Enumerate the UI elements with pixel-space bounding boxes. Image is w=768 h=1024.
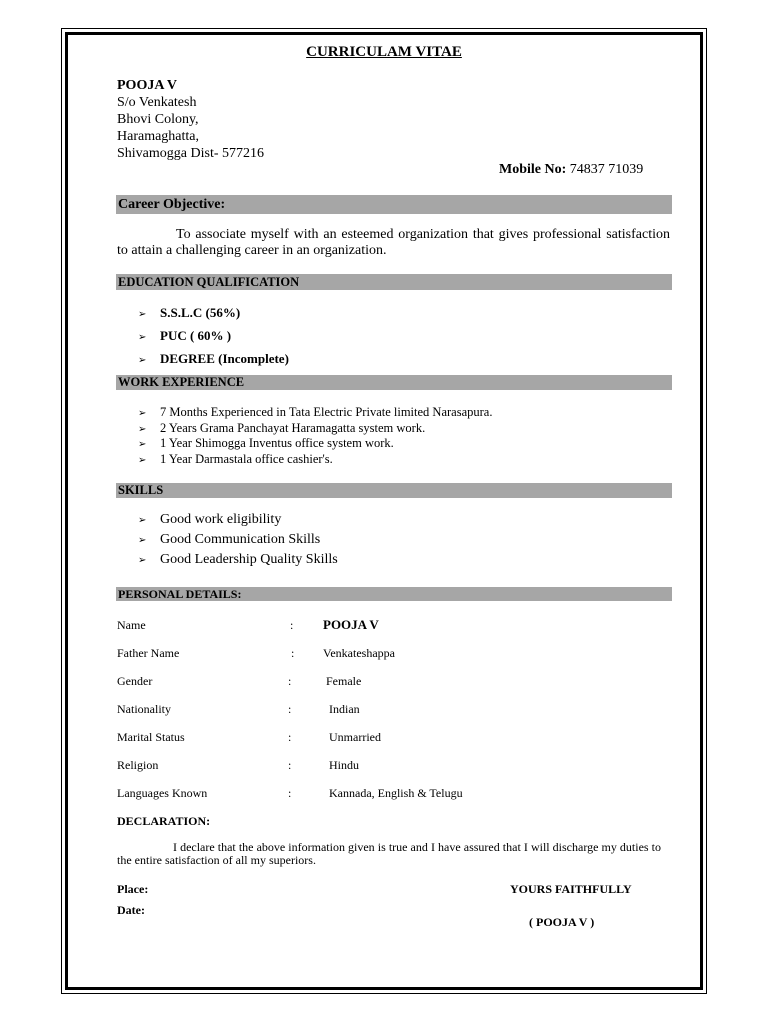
personal-label-father: Father Name	[117, 646, 180, 660]
personal-value-marital: Unmarried	[329, 730, 381, 744]
personal-colon: :	[288, 702, 292, 716]
work-item: ➢ 2 Years Grama Panchayat Haramagatta system work.	[138, 421, 426, 435]
skill-item: ➢ Good Leadership Quality Skills	[138, 552, 338, 567]
personal-colon: :	[288, 674, 292, 688]
section-work-experience: WORK EXPERIENCE	[116, 375, 672, 390]
arrowhead-bullet-icon: ➢	[138, 555, 147, 566]
education-item: ➢ DEGREE (Incomplete)	[138, 351, 289, 366]
skill-item: ➢ Good work eligibility	[138, 512, 282, 527]
personal-value-gender: Female	[326, 674, 362, 688]
personal-colon: :	[288, 730, 292, 744]
arrowhead-bullet-icon: ➢	[138, 408, 147, 419]
personal-value-name: POOJA V	[323, 617, 379, 632]
address-line-4: Shivamogga Dist- 577216	[117, 146, 264, 161]
section-skills: SKILLS	[116, 483, 672, 498]
arrowhead-bullet-icon: ➢	[138, 309, 147, 320]
work-item: ➢ 7 Months Experienced in Tata Electric Private limited Narasapura.	[138, 405, 493, 419]
personal-label-languages: Languages Known	[117, 786, 208, 800]
personal-value-nationality: Indian	[329, 702, 360, 716]
closing-text: YOURS FAITHFULLY	[510, 882, 632, 896]
personal-label-marital: Marital Status	[117, 730, 185, 744]
signature-name: ( POOJA V )	[529, 915, 595, 929]
arrowhead-bullet-icon: ➢	[138, 424, 147, 435]
personal-value-father: Venkateshappa	[323, 646, 395, 660]
skill-item: ➢ Good Communication Skills	[138, 532, 321, 547]
work-item: ➢ 1 Year Darmastala office cashier's.	[138, 452, 333, 466]
education-item: ➢ PUC ( 60% )	[138, 328, 232, 343]
declaration-text: I declare that the above information given is true and I have assured that I will discharge my duties to the entire satisfaction of all my superiors.	[117, 840, 661, 867]
personal-colon: :	[288, 758, 292, 772]
personal-label-nationality: Nationality	[117, 702, 171, 716]
education-item: ➢ S.S.L.C (56%)	[138, 305, 241, 320]
arrowhead-bullet-icon: ➢	[138, 332, 147, 343]
personal-label-name: Name	[117, 618, 146, 632]
personal-label-religion: Religion	[117, 758, 159, 772]
address-line-2: Bhovi Colony,	[117, 112, 199, 127]
address-line-3: Haramaghatta,	[117, 129, 200, 144]
section-education: EDUCATION QUALIFICATION	[116, 274, 672, 290]
personal-value-languages: Kannada, English & Telugu	[329, 786, 463, 800]
personal-colon: :	[288, 786, 292, 800]
arrowhead-bullet-icon: ➢	[138, 455, 147, 466]
arrowhead-bullet-icon: ➢	[138, 515, 147, 526]
personal-colon: :	[291, 646, 295, 660]
mobile-value: 74837 71039	[569, 162, 644, 177]
arrowhead-bullet-icon: ➢	[138, 535, 147, 546]
section-career-objective: Career Objective:	[116, 195, 672, 214]
date-label: Date:	[117, 903, 145, 917]
personal-value-religion: Hindu	[329, 758, 359, 772]
mobile-label: Mobile No:	[499, 162, 567, 177]
applicant-name: POOJA V	[117, 78, 178, 93]
arrowhead-bullet-icon: ➢	[138, 355, 147, 366]
arrowhead-bullet-icon: ➢	[138, 439, 147, 450]
section-personal-details: PERSONAL DETAILS:	[116, 587, 672, 601]
mobile-number	[499, 161, 643, 178]
document-title: CURRICULAM VITAE	[306, 44, 462, 60]
declaration-heading: DECLARATION:	[117, 814, 211, 828]
personal-label-gender: Gender	[117, 674, 153, 688]
career-objective-text: To associate myself with an esteemed organization that gives professional satisfaction to attain a challenging career in an organization.	[117, 227, 670, 258]
work-item: ➢ 1 Year Shimogga Inventus office system work.	[138, 436, 394, 450]
personal-colon: :	[290, 618, 294, 632]
place-label: Place:	[117, 882, 149, 896]
address-line-1: S/o Venkatesh	[117, 95, 197, 110]
